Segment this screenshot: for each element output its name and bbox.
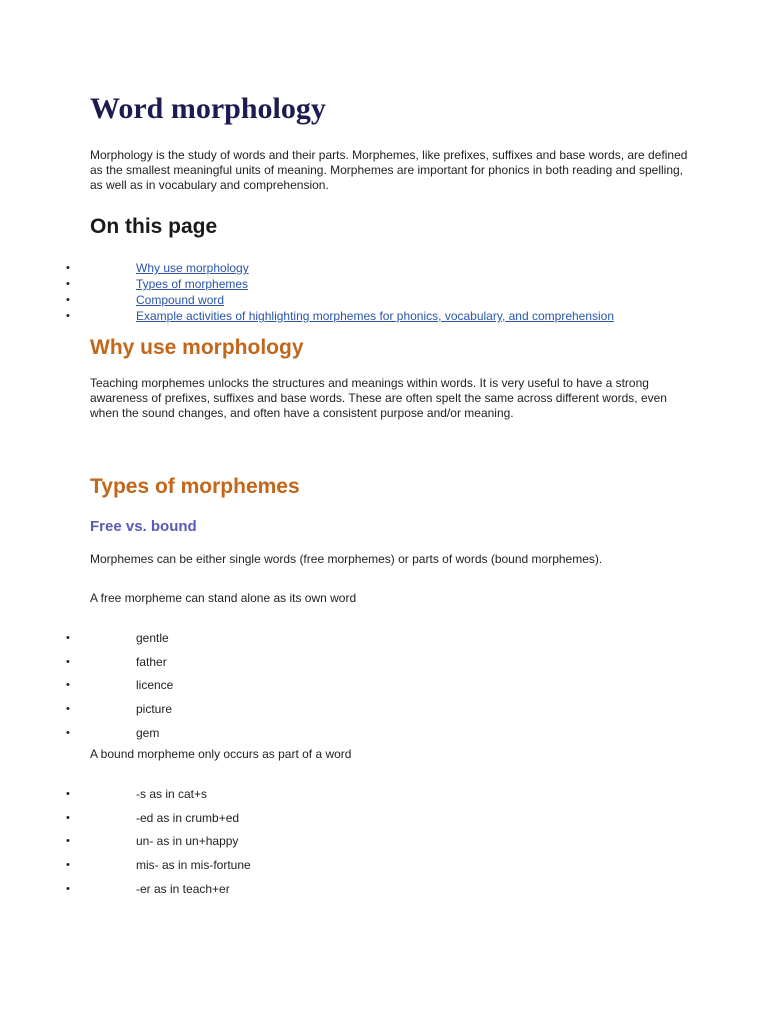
bullet-icon: • (66, 294, 70, 306)
subheading-free-vs-bound: Free vs. bound (90, 518, 197, 535)
toc-heading: On this page (90, 215, 218, 238)
bound-example: un- as in un+happy (136, 834, 239, 849)
toc-link-compound-word[interactable]: Compound word (136, 293, 225, 307)
section-heading-types: Types of morphemes (90, 475, 300, 498)
bullet-icon: • (66, 788, 70, 800)
bullet-icon: • (66, 726, 70, 739)
free-example: gentle (136, 631, 169, 645)
free-morpheme-intro: A free morpheme can stand alone as its own word (90, 591, 357, 605)
bullet-icon: • (66, 882, 70, 895)
bullet-icon: • (66, 859, 70, 872)
free-example: licence (136, 678, 174, 693)
bullet-icon: • (66, 811, 70, 824)
bound-example: -s as in cat+s (136, 787, 208, 801)
free-example: picture (136, 702, 173, 717)
bullet-icon: • (66, 310, 70, 322)
bullet-icon: • (66, 278, 70, 290)
bullet-icon: • (66, 679, 70, 692)
free-example: gem (136, 725, 160, 740)
why-paragraph: Teaching morphemes unlocks the structures and meanings within words. It is very useful to have a strong awareness of prefixes, suffixes and base words. These are often spelt the same across different words, even when the sound changes, and often have a consistent purpose and/or meaning. (90, 376, 667, 420)
section-heading-why: Why use morphology (90, 336, 304, 359)
bullet-icon: • (66, 632, 70, 644)
intro-paragraph: Morphology is the study of words and their parts. Morphemes, like prefixes, suffixes and base words, are defined as the smallest meaningful units of meaning. Morphemes are important for phonics in both reading and spelling, as well as in vocabulary and comprehension. (90, 148, 688, 192)
bound-example: -er as in teach+er (136, 881, 230, 896)
bound-example: -ed as in crumb+ed (136, 810, 240, 825)
bullet-icon: • (66, 262, 70, 274)
bound-example: mis- as in mis-fortune (136, 858, 251, 873)
free-example: father (136, 654, 167, 669)
bound-morpheme-intro: A bound morpheme only occurs as part of a word (90, 747, 352, 761)
bullet-icon: • (66, 703, 70, 716)
toc-link-why-use-morphology[interactable]: Why use morphology (136, 261, 249, 275)
toc-link-types-of-morphemes[interactable]: Types of morphemes (136, 277, 249, 291)
bullet-icon: • (66, 655, 70, 668)
bullet-icon: • (66, 835, 70, 848)
morphemes-intro: Morphemes can be either single words (free morphemes) or parts of words (bound morphemes). (90, 552, 603, 566)
page-title: Word morphology (90, 92, 326, 125)
toc-link-example-activities[interactable]: Example activities of highlighting morphemes for phonics, vocabulary, and comprehension (136, 309, 615, 323)
